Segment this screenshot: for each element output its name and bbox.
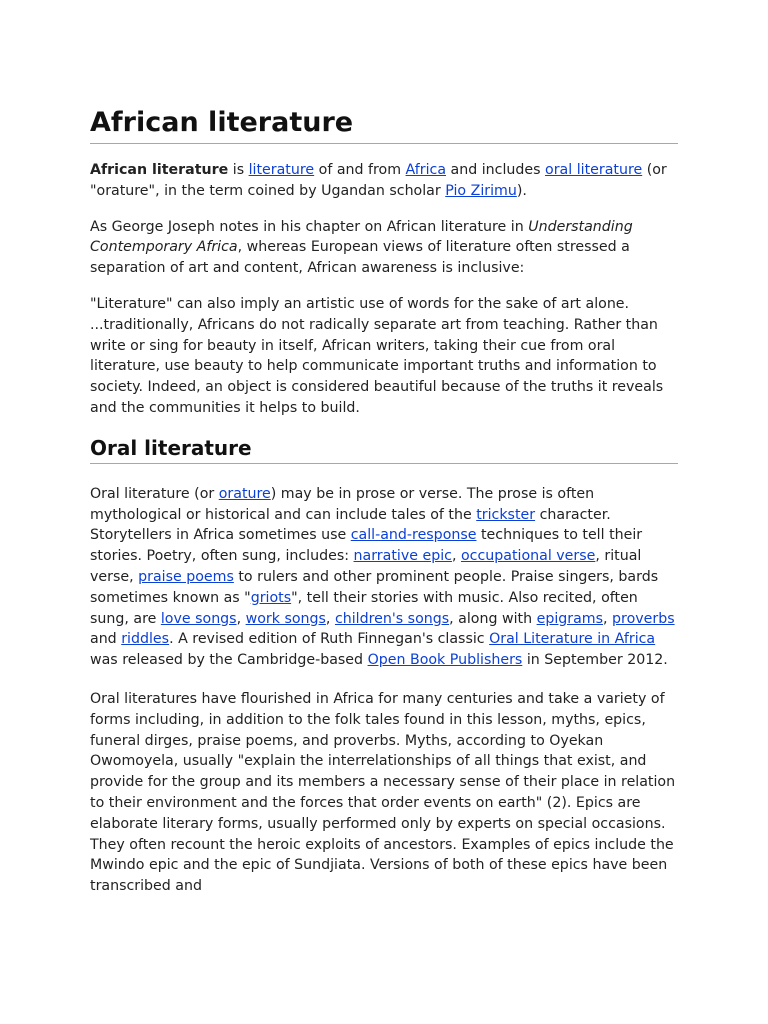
link-trickster[interactable]: trickster [476, 506, 536, 523]
link-oral-literature[interactable]: oral literature [545, 162, 643, 178]
link-orature[interactable]: orature [218, 485, 271, 502]
link-epigrams[interactable]: epigrams [536, 610, 604, 627]
title-divider [90, 143, 678, 144]
intro-paragraph [90, 160, 678, 202]
link-work-songs[interactable]: work songs [245, 610, 326, 627]
section-divider [90, 463, 678, 464]
paragraph-text: . A revised edition of Ruth Finnegan's classic [169, 631, 490, 648]
link-open-book-publishers[interactable]: Open Book Publishers [367, 652, 523, 669]
link-praise-poems[interactable]: praise poems [138, 568, 234, 585]
paragraph-text: , along with [449, 610, 537, 627]
paragraph-text: Oral literature (or [90, 485, 219, 502]
intro-bold-term: African literature [90, 162, 229, 178]
intro-text: and includes [446, 162, 546, 178]
paragraph-text: , ritual verse, [90, 548, 642, 585]
link-proverbs[interactable]: proverbs [612, 610, 675, 627]
paragraph-text: to rulers and other prominent people. Praise singers, bards sometimes known as " [90, 568, 659, 606]
paragraph-text: , [236, 610, 246, 627]
intro-text: of and from [314, 162, 406, 178]
paragraph-text: , whereas European views of literature often stressed a separation of art and content, African awareness is inclusive: [90, 239, 630, 277]
intro-text: is [228, 162, 249, 178]
section-heading-oral-literature: Oral literature [90, 435, 252, 460]
link-riddles[interactable]: riddles [121, 631, 170, 648]
link-childrens-songs[interactable]: children's songs [334, 610, 450, 627]
link-oral-literature-in-africa[interactable]: Oral Literature in Africa [489, 631, 656, 648]
link-occupational-verse[interactable]: occupational verse [460, 548, 596, 565]
quote-paragraph: "Literature" can also imply an artistic use of words for the sake of art alone. ...traditionally, Africans do not radically separate art from teaching. Rather than write or sing for beauty in itself, African writers, taking their cue from oral literature, use beauty to help communicate important truths and information to society. Indeed, an object is considered beautiful because of the truths it reveals and the communities it helps to build. [90, 295, 664, 416]
paragraph-text: character. Storytellers in Africa sometimes use [90, 506, 611, 544]
link-africa[interactable]: Africa [405, 162, 447, 178]
link-call-and-response[interactable]: call-and-response [350, 527, 477, 544]
paragraph-text: techniques to tell their stories. Poetry, often sung, includes: [90, 527, 643, 565]
joseph-paragraph [90, 217, 678, 279]
link-literature[interactable]: literature [248, 162, 315, 178]
intro-text: ). [516, 182, 527, 199]
intro-text: (or "orature", in the term coined by Ugandan scholar [90, 162, 667, 199]
paragraph-text: was released by the Cambridge-based [90, 652, 368, 669]
paragraph-text: , [325, 610, 335, 627]
link-griots[interactable]: griots [250, 589, 292, 606]
paragraph-text: As George Joseph notes in his chapter on African literature in [90, 218, 529, 235]
book-title: Understanding Contemporary Africa [90, 218, 633, 256]
paragraph-text: , [603, 610, 613, 627]
link-pio-zirimu[interactable]: Pio Zirimu [445, 182, 517, 199]
oral-traditions-paragraph: Oral literatures have flourished in Africa for many centuries and take a variety of forms including, in addition to the folk tales found in this lesson, myths, epics, funeral dirges, praise poems, and proverbs. Myths, according to Oyekan Owomoyela, usually "explain the interrelationships of all things that exist, and provide for the group and its members a necessary sense of their place in relation to their environment and the forces that order events on earth" (2). Epics are elaborate literary forms, usually performed only by experts on special occasions. They often recount the heroic exploits of ancestors. Examples of epics include the Mwindo epic and the epic of Sundjiata. Versions of both of these epics have been transcribed and [90, 690, 676, 895]
paragraph-text: ) may be in prose or verse. The prose is often mythological or historical and can include tales of the [90, 485, 595, 523]
article-content [90, 105, 678, 897]
paragraph-text: ", tell their stories with music. Also recited, often sung, are [90, 589, 638, 627]
paragraph-text: in September 2012. [522, 652, 668, 669]
paragraph-text: and [90, 631, 122, 648]
page-title: African literature [90, 107, 354, 138]
link-love-songs[interactable]: love songs [160, 610, 237, 627]
link-narrative-epic[interactable]: narrative epic [353, 548, 452, 565]
paragraph-text: , [451, 548, 461, 565]
oral-literature-paragraph [90, 484, 678, 671]
